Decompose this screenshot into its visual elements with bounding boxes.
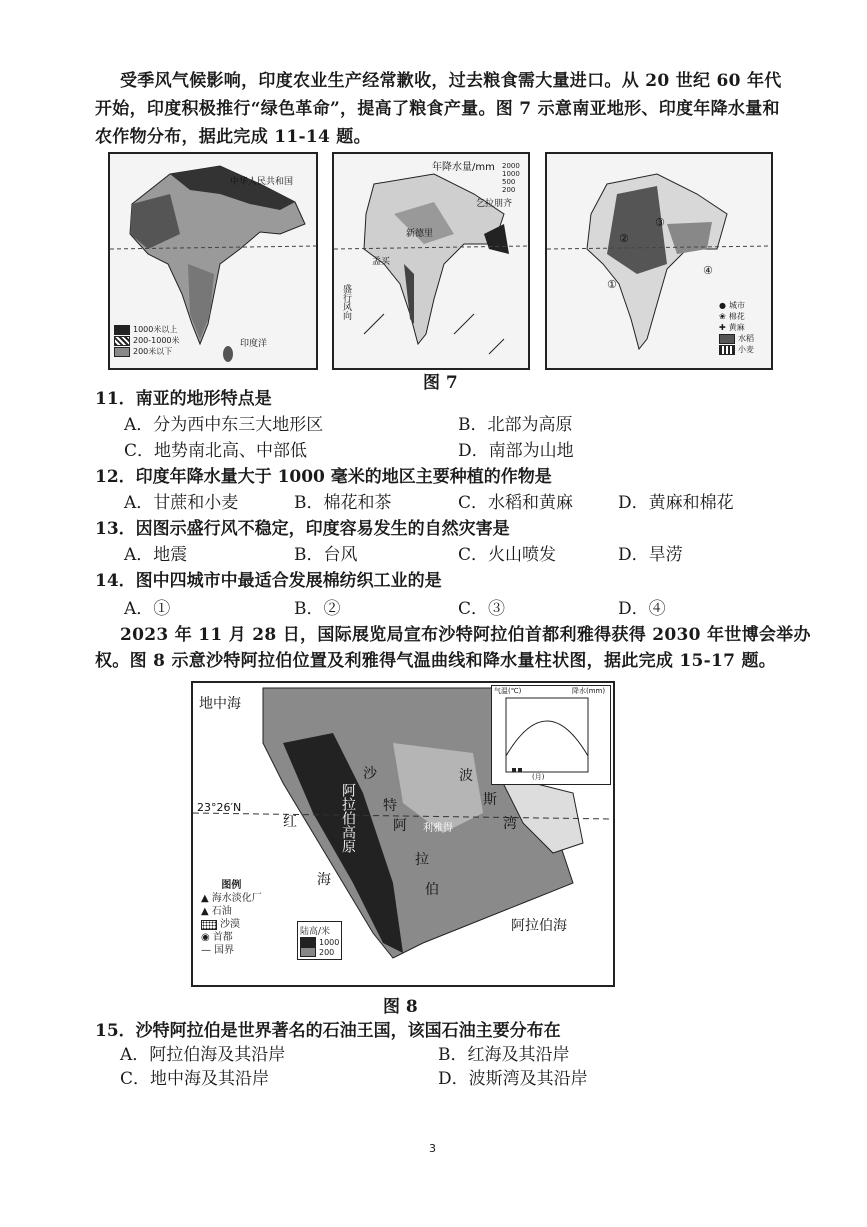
- jute-icon: ✚: [719, 323, 726, 332]
- q12-option-d[interactable]: D．黄麻和棉花: [618, 493, 734, 513]
- q11-stem: 11．南亚的地形特点是: [95, 389, 272, 409]
- intro2-line-2: 权。图 8 示意沙特阿拉伯位置及利雅得气温曲线和降水量柱状图，据此完成 15-17 题。: [95, 651, 777, 671]
- india-precip-svg: [334, 154, 528, 368]
- prevailing-wind-label: 盛行风向: [341, 284, 351, 320]
- arabian-sea-label: 阿拉伯海: [511, 918, 567, 934]
- q12-option-c[interactable]: C．水稻和黄麻: [458, 493, 574, 513]
- q11-option-d[interactable]: D．南部为山地: [458, 441, 574, 461]
- fig8-legend: 图例 ▲ 海水淡化厂 ▲ 石油 沙漠 ◉ 首都 — 国界: [201, 880, 262, 956]
- fig7-precipitation-map: [332, 152, 530, 370]
- q15-option-d[interactable]: D．波斯湾及其沿岸: [438, 1069, 588, 1089]
- q13-option-b[interactable]: B．台风: [294, 545, 358, 565]
- q13-option-d[interactable]: D．旱涝: [618, 545, 683, 565]
- tropic-label: 23°26′N: [197, 801, 242, 814]
- terrain-legend: [114, 324, 180, 357]
- china-label: 中华人民共和国: [230, 177, 294, 187]
- fig7-terrain-map: [108, 152, 318, 370]
- page-number: 3: [429, 1142, 436, 1155]
- q15-option-a[interactable]: A．阿拉伯海及其沿岸: [120, 1045, 286, 1065]
- marker-1: ①: [607, 278, 617, 291]
- intro2-line-1: 2023 年 11 月 28 日，国际展览局宣布沙特阿拉伯首都利雅得获得 2030 年世博会举办: [120, 625, 811, 645]
- cherrapunji-label: 乞拉朋齐: [476, 199, 513, 209]
- red-sea-label-2: 海: [317, 872, 331, 888]
- prec-axis-label: 降水(mm): [572, 687, 606, 695]
- desert-swatch: [201, 920, 217, 930]
- marker-3: ③: [655, 216, 665, 229]
- q13-stem: 13．因图示盛行风不稳定，印度容易发生的自然灾害是: [95, 519, 510, 539]
- riyadh-climate-chart: [491, 685, 611, 785]
- intro-line-2: 开始，印度积极推行“绿色革命”，提高了粮食产量。图 7 示意南亚地形、印度年降水量和: [95, 99, 780, 119]
- wheat-swatch: [719, 345, 735, 355]
- mediterranean-label: 地中海: [199, 696, 241, 712]
- city-icon: ●: [719, 301, 726, 310]
- persian-gulf-label-3: 湾: [503, 816, 517, 832]
- bo-label: 伯: [425, 882, 439, 898]
- oil-icon: ▲: [201, 906, 209, 917]
- te-label: 特: [383, 798, 397, 814]
- la-label: 拉: [415, 852, 429, 868]
- riyadh-label: 利雅得: [423, 823, 453, 834]
- q14-option-a[interactable]: A．①: [124, 599, 171, 619]
- fig8-saudi-map: [191, 681, 615, 987]
- q15-option-c[interactable]: C．地中海及其沿岸: [120, 1069, 270, 1089]
- cotton-icon: ❀: [719, 312, 726, 321]
- fig7-crops-map: [545, 152, 773, 370]
- legend-row-mid: 200-1000米: [114, 335, 180, 346]
- plateau-label: 阿拉伯高原: [340, 783, 356, 853]
- persian-gulf-label-1: 波: [459, 768, 473, 784]
- indian-ocean-label: 印度洋: [240, 339, 268, 349]
- desalination-icon: ▲: [201, 893, 209, 904]
- month-axis-label: (月): [532, 773, 545, 781]
- intro-line-1: 受季风气候影响，印度农业生产经常歉收，过去粮食需大量进口。从 20 世纪 60 年代: [120, 71, 782, 91]
- q15-stem: 15．沙特阿拉伯是世界著名的石油王国，该国石油主要分布在: [95, 1021, 561, 1041]
- border-icon: —: [201, 945, 211, 956]
- elevation-legend: 陆高/米 1000 200: [297, 921, 342, 960]
- intro-line-3: 农作物分布，据此完成 11-14 题。: [95, 127, 371, 147]
- legend-row-high: 1000米以上: [114, 324, 180, 335]
- marker-4: ④: [703, 264, 713, 277]
- precip-legend-title: 年降水量/mm: [432, 162, 495, 173]
- temp-axis-label: 气温(℃): [494, 687, 522, 695]
- sha-label: 沙: [363, 766, 377, 782]
- marker-2: ②: [619, 232, 629, 245]
- climate-svg: [492, 686, 610, 784]
- new-delhi-label: 新德里: [406, 229, 434, 239]
- q11-option-c[interactable]: C．地势南北高、中部低: [124, 441, 308, 461]
- precip-legend: 2000 1000 500 200: [502, 162, 520, 194]
- persian-gulf-label-2: 斯: [483, 792, 497, 808]
- q11-option-a[interactable]: A．分为西中东三大地形区: [124, 415, 324, 435]
- q13-option-a[interactable]: A．地震: [124, 545, 188, 565]
- crops-legend: ● 城市 ❀ 棉花 ✚ 黄麻 水稻 小麦: [719, 301, 754, 354]
- q11-option-b[interactable]: B．北部为高原: [458, 415, 573, 435]
- red-sea-label-1: 红: [283, 814, 297, 830]
- fig8-caption: 图 8: [383, 997, 418, 1017]
- q12-option-a[interactable]: A．甘蔗和小麦: [124, 493, 239, 513]
- q12-stem: 12．印度年降水量大于 1000 毫米的地区主要种植的作物是: [95, 467, 552, 487]
- a-label: 阿: [393, 818, 407, 834]
- q13-option-c[interactable]: C．火山喷发: [458, 545, 557, 565]
- fig7-caption: 图 7: [423, 373, 458, 393]
- capital-icon: ◉: [201, 932, 210, 943]
- q12-option-b[interactable]: B．棉花和茶: [294, 493, 392, 513]
- mumbai-label: 孟买: [372, 257, 391, 267]
- q14-option-c[interactable]: C．③: [458, 599, 506, 619]
- legend-row-low: 200米以下: [114, 346, 180, 357]
- q14-option-b[interactable]: B．②: [294, 599, 341, 619]
- rice-swatch: [719, 334, 735, 344]
- q14-option-d[interactable]: D．④: [618, 599, 666, 619]
- q14-stem: 14．图中四城市中最适合发展棉纺织工业的是: [95, 571, 442, 591]
- q15-option-b[interactable]: B．红海及其沿岸: [438, 1045, 570, 1065]
